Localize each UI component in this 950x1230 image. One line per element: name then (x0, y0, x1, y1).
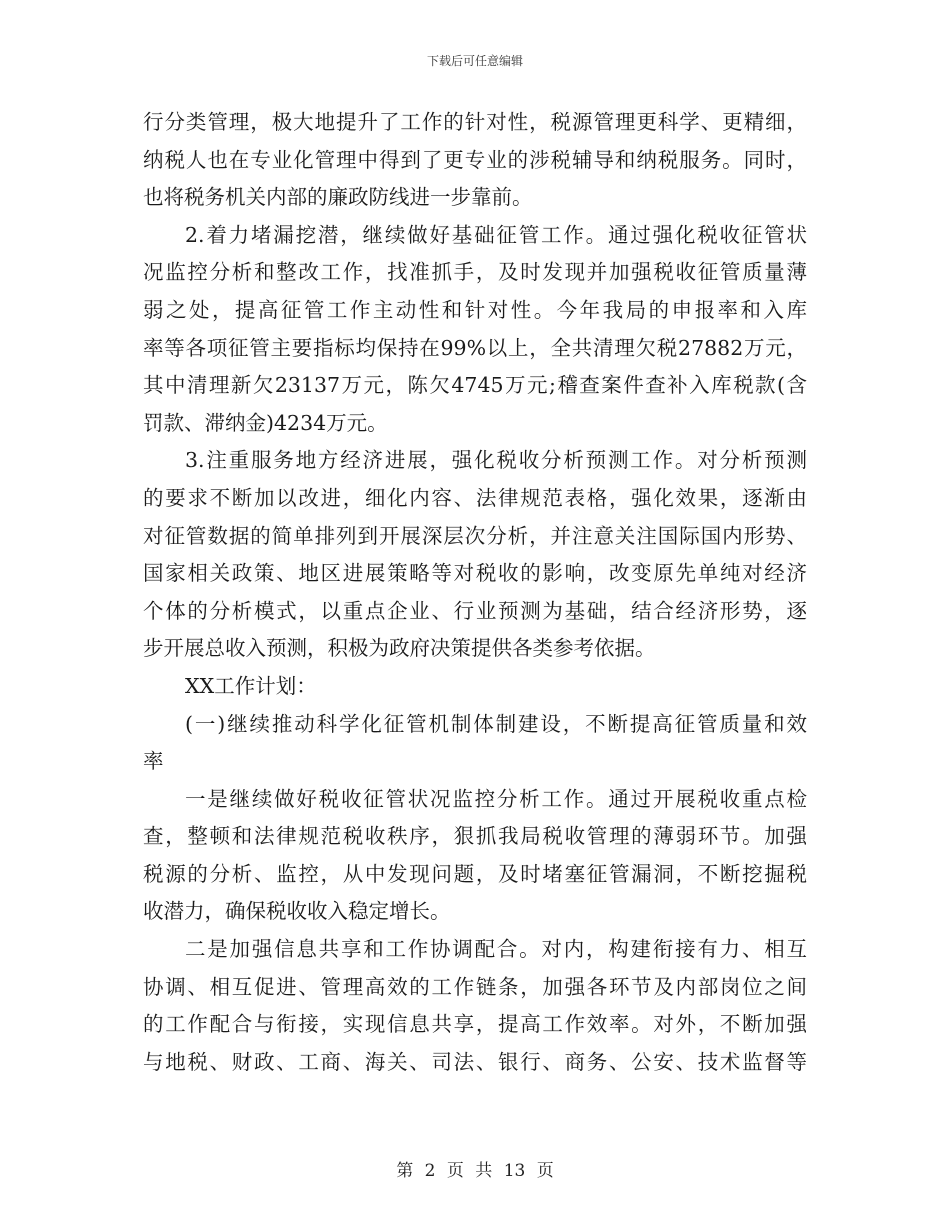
text-line: 弱之处，提高征管工作主动性和针对性。今年我局的申报率和入库 (143, 297, 807, 322)
text-line: 税源的分析、监控，从中发现问题，及时堵塞征管漏洞，不断挖掘税 (143, 861, 807, 886)
text-line: 也将税务机关内部的廉政防线进一步靠前。 (143, 185, 533, 210)
text-line: 一是继续做好税收征管状况监控分析工作。通过开展税收重点检 (185, 786, 807, 811)
text-line: 收潜力，确保税收收入稳定增长。 (143, 899, 451, 924)
text-line: 步开展总收入预测，积极为政府决策提供各类参考依据。 (143, 636, 656, 661)
text-line: XX工作计划： (185, 673, 317, 698)
text-line: 3.注重服务地方经济进展，强化税收分析预测工作。对分析预测 (185, 448, 807, 473)
page-number-footer: 第 2 页 共 13 页 (396, 1161, 554, 1181)
text-line: 况监控分析和整改工作，找准抓手，及时发现并加强税收征管质量薄 (143, 260, 807, 285)
text-line: 个体的分析模式，以重点企业、行业预测为基础，结合经济形势，逐 (143, 598, 807, 623)
text-line: 罚款、滞纳金)4234万元。 (143, 410, 388, 435)
text-line: 率等各项征管主要指标均保持在99%以上，全共清理欠税27882万元， (143, 335, 807, 360)
text-line: 与地税、财政、工商、海关、司法、银行、商务、公安、技术监督等 (143, 1049, 807, 1074)
text-line: 协调、相互促进、管理高效的工作链条，加强各环节及内部岗位之间 (143, 974, 807, 999)
text-line: 二是加强信息共享和工作协调配合。对内，构建衔接有力、相互 (185, 937, 807, 962)
text-line: 纳税人也在专业化管理中得到了更专业的涉税辅导和纳税服务。同时， (143, 147, 807, 172)
text-line: 率 (143, 749, 164, 774)
text-line: 对征管数据的简单排列到开展深层次分析，并注意关注国际国内形势、 (143, 523, 807, 548)
text-line: 其中清理新欠23137万元，陈欠4745万元;稽查案件查补入库税款(含 (143, 373, 807, 398)
text-line: (一)继续推动科学化征管机制体制建设，不断提高征管质量和效 (185, 711, 807, 736)
text-line: 行分类管理，极大地提升了工作的针对性，税源管理更科学、更精细， (143, 110, 807, 134)
text-line: 国家相关政策、地区进展策略等对税收的影响，改变原先单纯对经济 (143, 561, 807, 586)
text-line: 的要求不断加以改进，细化内容、法律规范表格，强化效果，逐渐由 (143, 485, 807, 510)
text-line: 的工作配合与衔接，实现信息共享，提高工作效率。对外，不断加强 (143, 1012, 807, 1037)
text-line: 2.着力堵漏挖潜，继续做好基础征管工作。通过强化税收征管状 (185, 222, 807, 247)
document-body (143, 104, 807, 1081)
text-line: 查，整顿和法律规范税收秩序，狠抓我局税收管理的薄弱环节。加强 (143, 824, 807, 849)
page-header: 下载后可任意编辑 (426, 54, 523, 68)
